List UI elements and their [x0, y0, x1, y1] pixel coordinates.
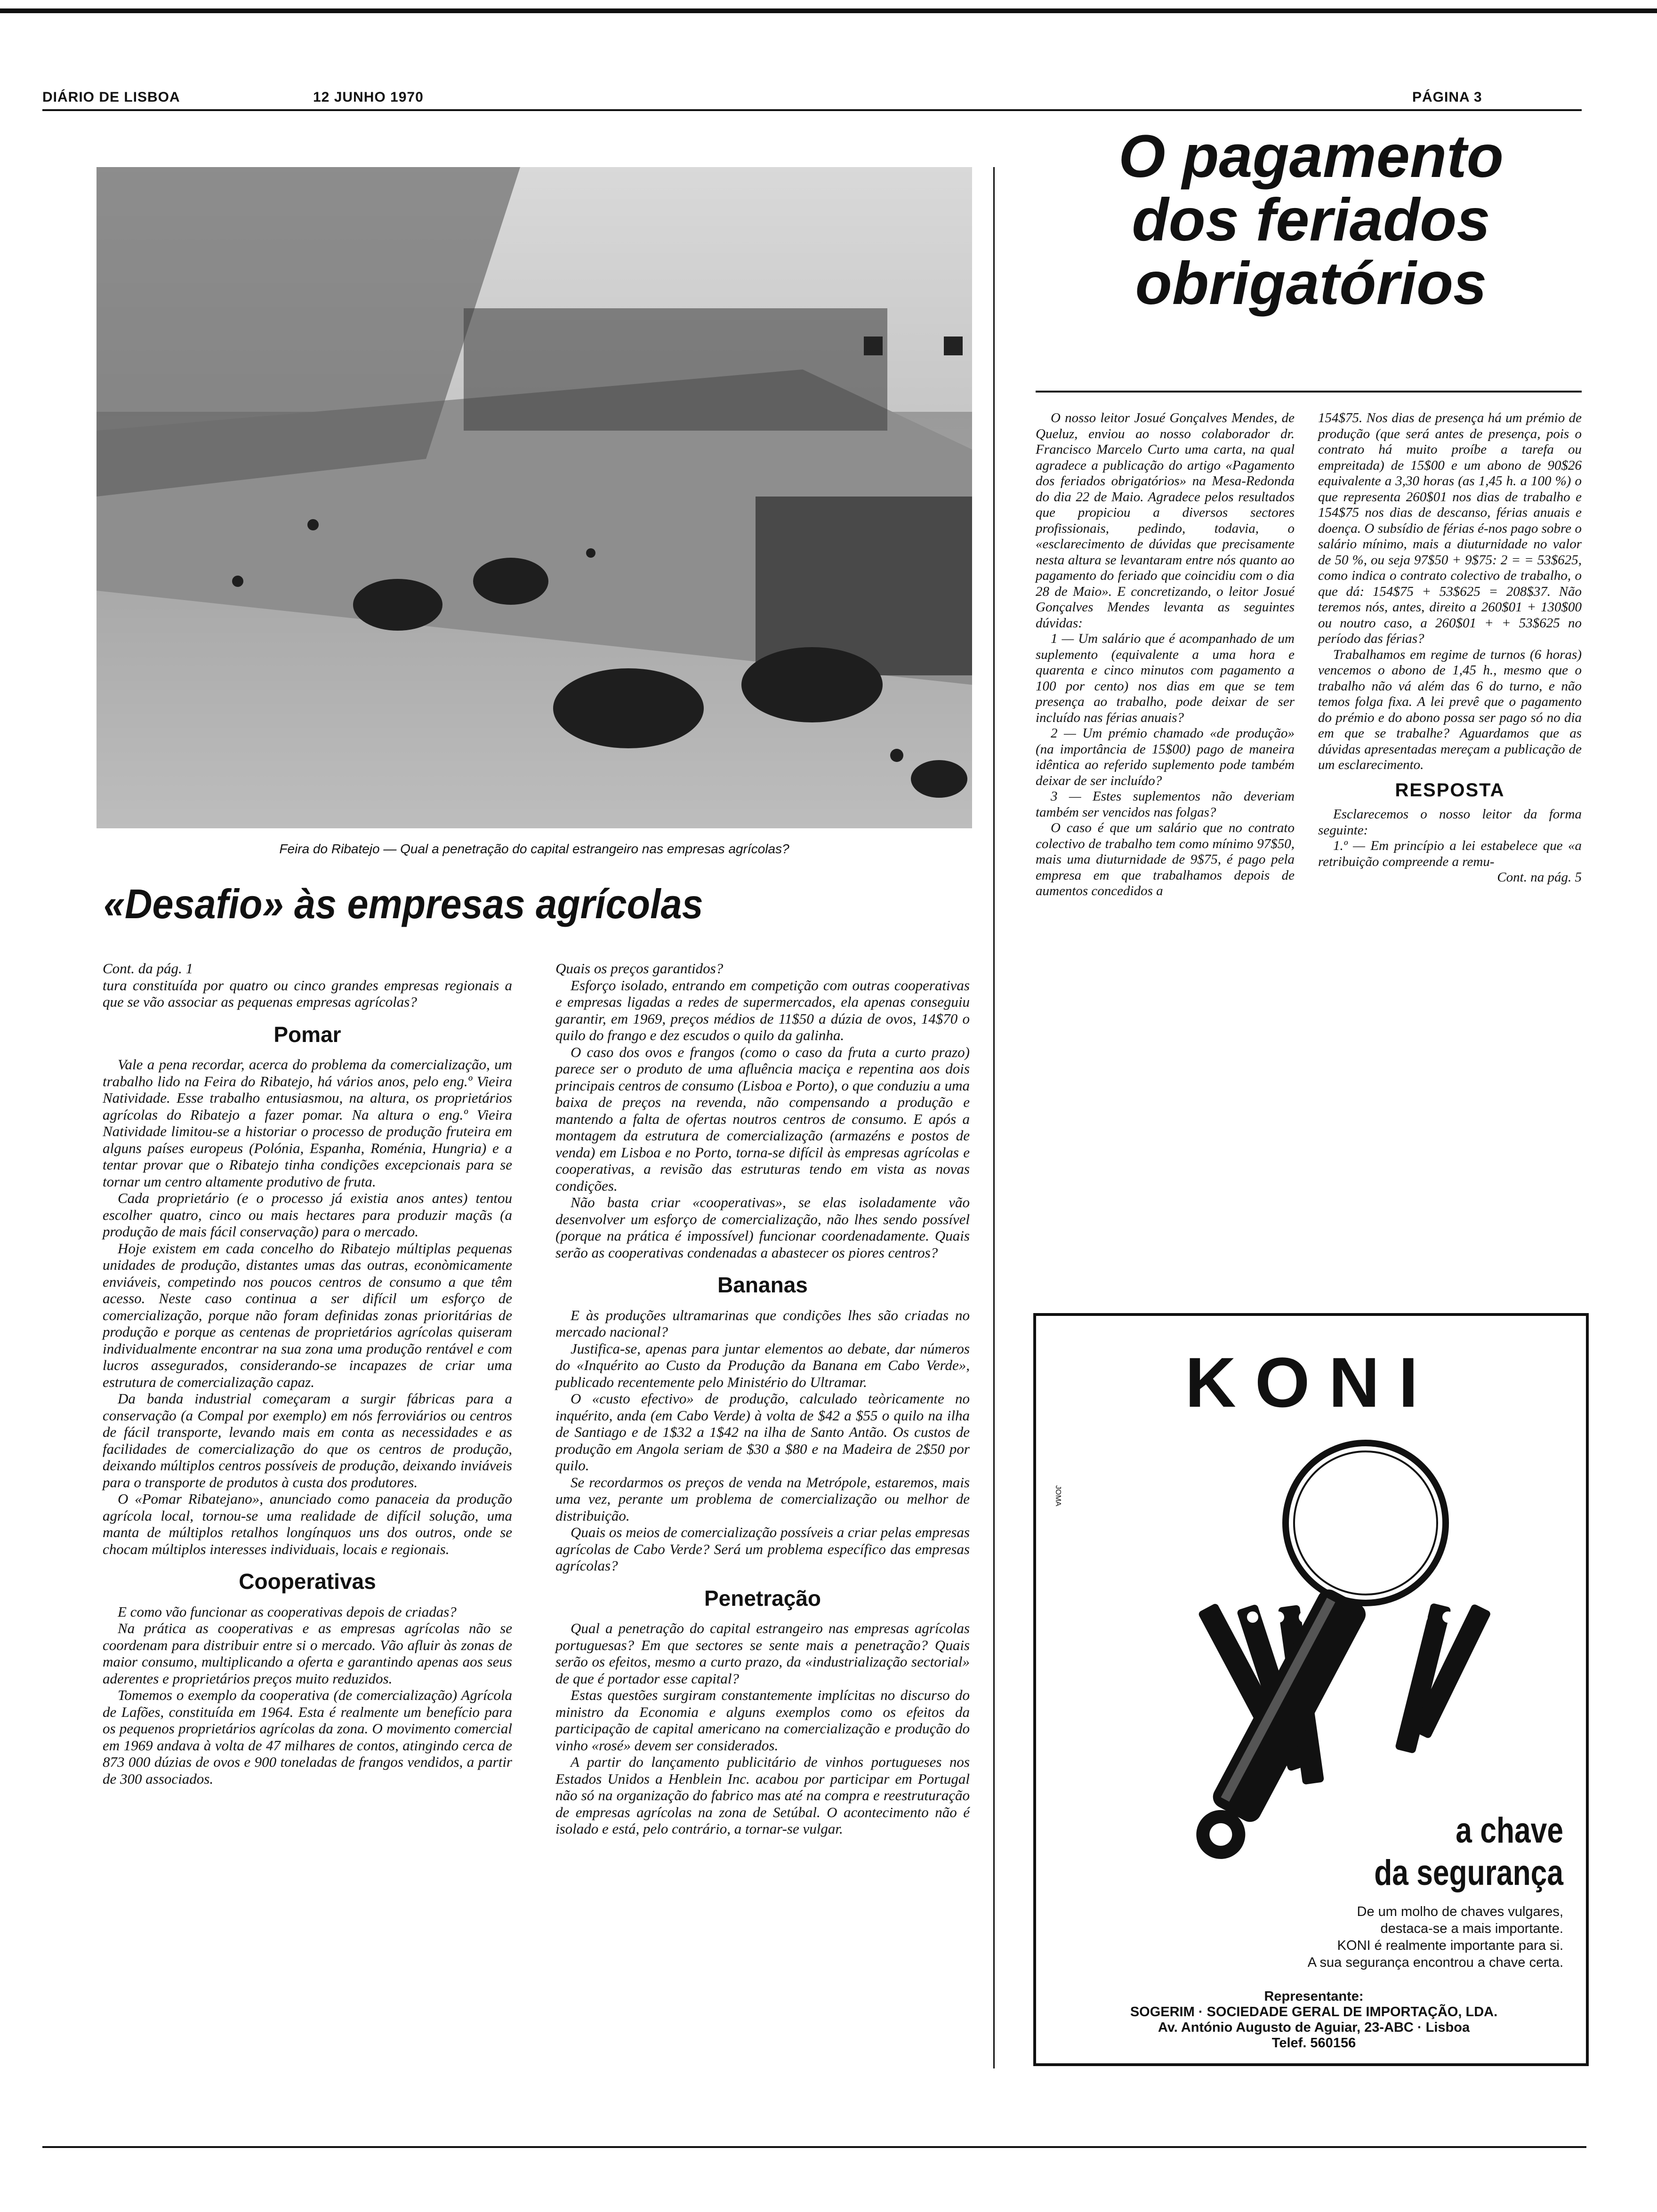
- representative-block: [1064, 1989, 1563, 2051]
- subheading-bananas: Bananas: [717, 1273, 808, 1297]
- rep-phone: Telef. 560156: [1271, 2036, 1356, 2051]
- subheading-cooperativas: Cooperativas: [239, 1569, 376, 1594]
- photo-caption: Feira do Ribatejo — Qual a penetração do capital estrangeiro nas empresas agrícolas?: [279, 842, 789, 856]
- penetracao-paragraph: Estas questões surgiram constantemente implícitas no discurso do ministro da Economia e alguns exemplos como os efeitos da participação de capital americano na comercialização e produção do vinho «rosé» devem ser considerados.: [555, 1687, 970, 1754]
- ad-body-line: destaca-se a mais importante.: [1380, 1921, 1563, 1936]
- penetracao-paragraph: A partir do lançamento publicitário de vinhos portugueses nos Estados Unidos a Henblein Inc. acabou por participar em Portugal não só na organização do fabrico mas até na compra e reestruturação de empresas agrícolas na zona de Setúbal. O acontecimento não é isolado e está, pelo contrário, a tornar-se vulgar.: [555, 1754, 970, 1837]
- side-column-b: [1318, 410, 1582, 886]
- intro-paragraph: tura constituída por quatro ou cinco grandes empresas regionais a que se vão associar as pequenas empresas agrícolas?: [103, 977, 512, 1010]
- pomar-paragraph: O «Pomar Ribatejano», anunciado como panaceia da produção agrícola local, tornou-se uma realidade de difícil solução, uma manta de múltiplos retalhos longínquos uns dos outros, onde se chocam múltiplos interesses individuais, locais e regionais.: [103, 1491, 512, 1557]
- side-headline: [1033, 125, 1589, 315]
- resposta-heading: RESPOSTA: [1395, 779, 1505, 801]
- ad-body-line: De um molho de chaves vulgares,: [1357, 1904, 1563, 1919]
- slogan-line-2: da segurança: [1374, 1853, 1563, 1893]
- rep-name: SOGERIM · SOCIEDADE GERAL DE IMPORTAÇÃO, LDA.: [1130, 2004, 1498, 2020]
- bananas-paragraph: Se recordarmos os preços de venda na Metrópole, estaremos, mais uma vez, perante um problema de comercialização ou melhor de distribuição.: [555, 1474, 970, 1524]
- subheading-pomar: Pomar: [273, 1022, 341, 1047]
- main-column-1: [103, 960, 512, 1787]
- side-headline-line: dos feriados: [1132, 186, 1490, 254]
- side-headline-line: O pagamento: [1118, 123, 1504, 190]
- fair-photo-illustration: [97, 167, 972, 828]
- top-border: [0, 8, 1657, 13]
- koni-advertisement: [1033, 1313, 1589, 2066]
- column-divider: [993, 167, 995, 2068]
- side-paragraph: 2 — Um prémio chamado «de produção» (na importância de 15$00) pago de maneira idêntica ao referido suplemento pode também deixar de ser incluído?: [1036, 726, 1295, 788]
- pomar-paragraph: Hoje existem em cada concelho do Ribatejo múltiplas pequenas unidades de produção, distantes umas das outras, econòmicamente enviáveis, competindo nos poucos centros de consumo a que têm acesso. Neste caso continua a ser difícil um esforço de comercialização, porque não foram definidas zonas prioritárias de produção e porque as centenas de proprietários agrícolas quiseram individualmente encontrar na sua zona uma produção rentável e com lucros assegurados, considerando-se incapazes de criar uma estrutura de comercialização capaz.: [103, 1240, 512, 1390]
- penetracao-paragraph: Qual a penetração do capital estrangeiro nas empresas agrícolas portuguesas? Em que sectores se sente mais a penetração? Quais serão os efeitos, mesmo a curto prazo, da «industrialização sectorial» de que é portador esse capital?: [555, 1620, 970, 1687]
- main-column-2: [555, 960, 970, 1837]
- bottom-border: [42, 2146, 1586, 2148]
- pomar-paragraph: Cada proprietário (e o processo já existia anos antes) tentou escolher quatro, cinco ou mais hectares para produzir maçãs (a produção de mais fácil conservação) para o mercado.: [103, 1190, 512, 1240]
- coop-paragraph: Tomemos o exemplo da cooperativa (de comercialização) Agrícola de Lafões, constituída em 1964. Esta é realmente um benefício para os pequenos proprietários agrícolas da zona. O movimento comercial em 1969 andava à volta de 47 milhares de contos, atingindo cerca de 873 000 dúzias de ovos e 900 toneladas de frangos vendidos, a partir de 300 associados.: [103, 1687, 512, 1787]
- main-headline: «Desafio» às empresas agrícolas: [104, 881, 703, 927]
- resposta-paragraph: Esclarecemos o nosso leitor da forma seguinte:: [1318, 807, 1582, 838]
- ad-body-line: KONI é realmente importante para si.: [1337, 1938, 1563, 1953]
- slogan-line-1: a chave: [1456, 1811, 1563, 1851]
- ad-body: [1177, 1903, 1563, 1971]
- coop-paragraph: E como vão funcionar as cooperativas depois de criadas?: [118, 1603, 457, 1620]
- masthead-paper: DIÁRIO DE LISBOA: [42, 89, 180, 105]
- ad-body-line: A sua segurança encontrou a chave certa.: [1307, 1955, 1563, 1970]
- ad-agency-tag: JOMA: [1054, 1485, 1062, 1507]
- rep-label: Representante:: [1264, 1989, 1364, 2004]
- col2-paragraph: Quais os preços garantidos?: [555, 960, 724, 977]
- side-paragraph: Trabalhamos em regime de turnos (6 horas) vencemos o abono de 1,45 h., mesmo que o trabalho não vá além das 6 do turno, e não temos folga fixa. A lei prevê que o pagamento do prémio e do abono possa ser pago só no dia em que se trabalhe? Aguardamos que as dúvidas apresentadas mereçam a publicação de um esclarecimento.: [1318, 647, 1582, 772]
- masthead-rule: [42, 109, 1582, 111]
- cont-to: Cont. na pág. 5: [1497, 870, 1582, 885]
- masthead-date: 12 JUNHO 1970: [313, 89, 424, 105]
- side-column-a: [1036, 410, 1295, 899]
- koni-brand: KONI: [1185, 1343, 1437, 1422]
- col2-paragraph: O caso dos ovos e frangos (como o caso da fruta a curto prazo) parece ser o produto de uma afluência maciça e repentina aos dois principais centros de consumo (Lisboa e Porto), o que conduziu a uma baixa de preços na revenda, não compensando a produção e mantendo a falta de ofertas noutros centros de consumo. E após a montagem da estrutura de comercialização (armazéns e postos de venda) em Lisboa e no Porto, torna-se difícil às empresas agrícolas e cooperativas, a revisão das estruturas tendo em vista as novas condições.: [555, 1043, 970, 1194]
- pomar-paragraph: Da banda industrial começaram a surgir fábricas para a conservação (a Compal por exemplo) em nós ferroviários ou centros de fácil transporte, levando mais em conta as necessidades e as facilidades de comercialização do que os centros de produção, deixando múltiplos centros possíveis de produção, deixando inviáveis para o transporte de produtos à custa dos produtores.: [103, 1390, 512, 1491]
- side-headline-rule: [1036, 391, 1582, 393]
- side-headline-line: obrigatórios: [1135, 250, 1487, 317]
- bananas-paragraph: O «custo efectivo» de produção, calculado teòricamente no inquérito, anda (em Cabo Verde) à volta de $42 a $55 o quilo na ilha de Santiago e de 1$32 a 1$42 na ilha de Santo Antão. Os custos de produção em Angola seriam de $30 a $80 e na Madeira de 2$50 por quilo.: [555, 1390, 970, 1474]
- rep-address: Av. António Augusto de Aguiar, 23-ABC · Lisboa: [1158, 2020, 1470, 2035]
- bananas-paragraph: Justifica-se, apenas para juntar elementos ao debate, dar números do «Inquérito ao Custo da Produção da Banana em Cabo Verde», publicado recentemente pelo Ministério do Ultramar.: [555, 1340, 970, 1390]
- side-paragraph: 154$75. Nos dias de presença há um prémio de produção (que será antes de presença, pois o contrato há muito proíbe a tarefa ou empreitada) de 15$00 e um abono de 90$26 equivalente a 3,30 horas (as 1,45 h. a 100 %) o que representa 260$01 nos dias de trabalho e 154$75 nos dias de descanso, férias anuais e doença. O subsídio de férias é-nos pago sobre o salário mínimo, mais a diuturnidade no valor de 50 %, ou seja 97$50 + 9$75: 2 = = 53$625, como indica o contrato colectivo de trabalho, o que dá: 154$75 + 53$625 = 208$37. Não teremos nós, antes, direito a 260$01 + 130$00 ou noutro caso, a 260$01 + + 53$625 no período das férias?: [1318, 410, 1582, 646]
- side-paragraph: 1 — Um salário que é acompanhado de um suplemento (equivalente a uma hora e quarenta e cinco minutos com pagamento a 100 por cento) nos dias em que se tem presença ao trabalho, pode deixar de ser incluído nas férias anuais?: [1036, 631, 1295, 725]
- side-paragraph: 3 — Estes suplementos não deveriam também ser vencidos nas folgas?: [1036, 789, 1295, 820]
- fair-photo: [97, 167, 972, 828]
- bananas-paragraph: E às produções ultramarinas que condições lhes são criadas no mercado nacional?: [555, 1306, 970, 1340]
- masthead-page: PÁGINA 3: [1412, 89, 1482, 105]
- col2-paragraph: Não basta criar «cooperativas», se elas isoladamente vão desenvolver um esforço de comercialização, não lhes sendo possível (porque na prática é impossível) funcionar coordenadamente. Quais serão as cooperativas condenadas a abastecer os piores centros?: [555, 1194, 970, 1261]
- resposta-paragraph: 1.º — Em princípio a lei estabelece que «a retribuição compreende a remu-: [1318, 838, 1582, 869]
- bananas-paragraph: Quais os meios de comercialização possíveis a criar pelas empresas agrícolas de Cabo Verde? Será um problema específico das empresas agrícolas?: [555, 1524, 970, 1574]
- pomar-paragraph: Vale a pena recordar, acerca do problema da comercialização, um trabalho lido na Feira do Ribatejo, há vários anos, pelo eng.º Vieira Natividade. Esse trabalho entusiasmou, na altura, os proprietários agrícolas do Ribatejo a fazer pomar. Na altura o eng.º Vieira Natividade limitou-se a historiar o processo de produção fruteira em alguns países europeus (Polónia, Espanha, Roménia, Hungria) e a tentar provar que o Ribatejo tinha condições excepcionais para se tornar um centro altamente produtivo de fruta.: [103, 1056, 512, 1190]
- coop-paragraph: Na prática as cooperativas e as empresas agrícolas não se coordenam para distribuir entre si o mercado. Vão afluir às zonas de maior consumo, multiplicando a oferta e garantindo apenas aos seus aderentes e proprietários preços muito reduzidos.: [103, 1620, 512, 1687]
- side-paragraph: O caso é que um salário que no contrato colectivo de trabalho tem como mínimo 97$50, mais uma diuturnidade de 9$75, é pago pela empresa em que trabalhamos depois de aumentos concedidos a: [1036, 820, 1295, 898]
- col2-paragraph: Esforço isolado, entrando em competição com outras cooperativas e empresas ligadas a redes de supermercados, ela apenas conseguiu garantir, em 1969, preços médios de 11$50 a dúzia de ovos, 14$70 o quilo do frango e dez escudos o quilo da galinha.: [555, 977, 970, 1043]
- subheading-penetracao: Penetração: [704, 1586, 821, 1611]
- cont-from: Cont. da pág. 1: [103, 960, 193, 977]
- side-paragraph: O nosso leitor Josué Gonçalves Mendes, de Queluz, enviou ao nosso colaborador dr. Francisco Marcelo Curto uma carta, na qual agradece a publicação do artigo «Pagamento dos feriados obrigatórios» na Mesa-Redonda do dia 22 de Maio. Agradece pelos resultados que propiciou a diversos sectores profissionais, pedindo, todavia, o «esclarecimento de dúvidas que precisamente nesta altura se levantaram entre nós quanto ao pagamento do feriado que coincidiu com o dia 28 de Maio». E concretizando, o leitor Josué Gonçalves Mendes levanta as seguintes dúvidas:: [1036, 410, 1295, 631]
